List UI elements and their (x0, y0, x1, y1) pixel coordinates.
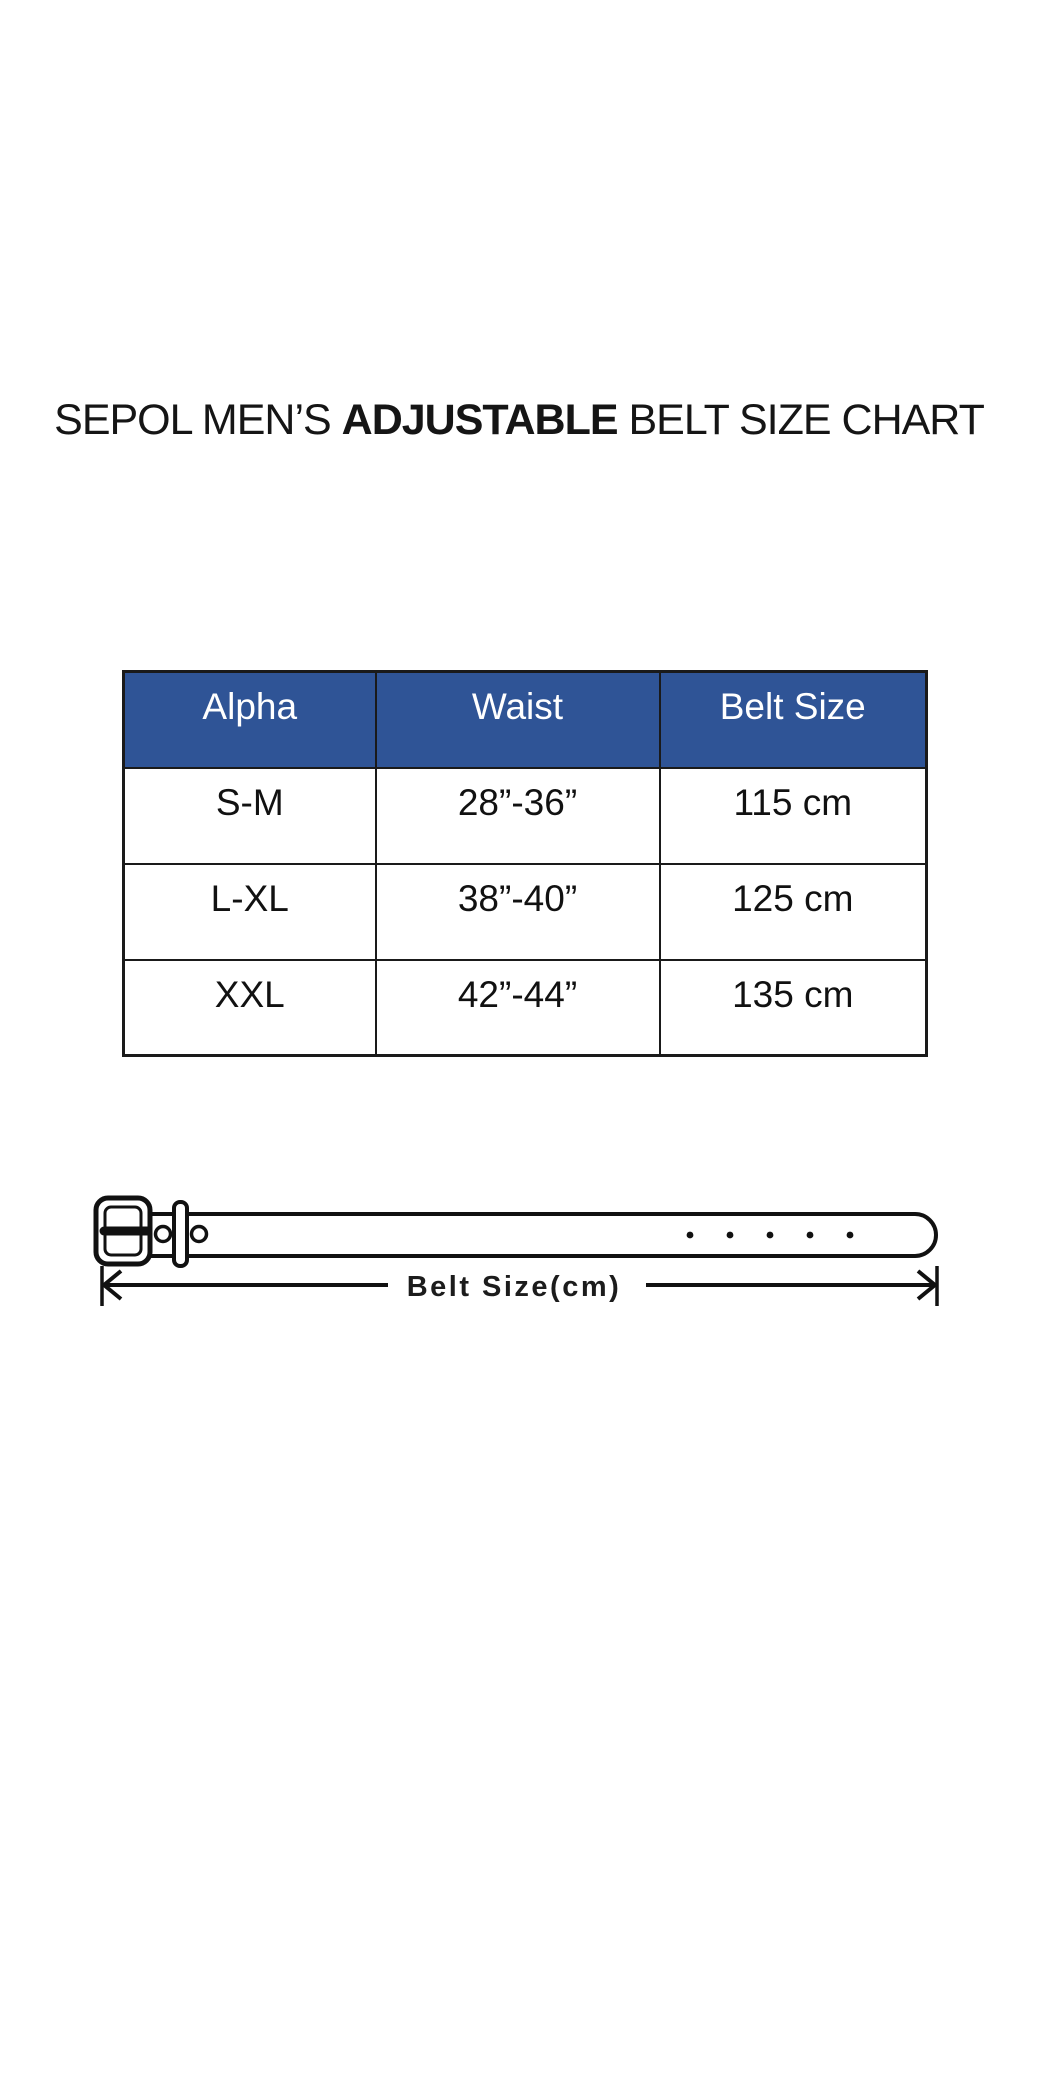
table-row (124, 960, 927, 1056)
column-header-belt-size: Belt Size (660, 672, 927, 768)
belt-keeper (174, 1202, 187, 1266)
cell-waist: 28”-36” (376, 768, 660, 864)
cell-waist: 42”-44” (376, 960, 660, 1056)
cell-belt-size: 135 cm (660, 960, 927, 1056)
cell-belt-size: 115 cm (660, 768, 927, 864)
page-title (0, 396, 1038, 445)
column-header-waist: Waist (376, 672, 660, 768)
cell-alpha: S-M (124, 768, 376, 864)
column-header-alpha: Alpha (124, 672, 376, 768)
belt-strap (120, 1214, 936, 1256)
belt-illustration (0, 1160, 1038, 1340)
page-title-emphasis: ADJUSTABLE (341, 396, 618, 444)
table-header-row (124, 672, 927, 768)
cell-belt-size: 125 cm (660, 864, 927, 960)
belt-size-label: Belt Size(cm) (406, 1271, 622, 1303)
table-row (124, 864, 927, 960)
cell-alpha: L-XL (124, 864, 376, 960)
cell-waist: 38”-40” (376, 864, 660, 960)
page-title-prefix: SEPOL MEN’S (54, 396, 342, 444)
page-title-suffix: BELT SIZE CHART (617, 396, 984, 444)
table-row (124, 768, 927, 864)
belt-buckle-icon (96, 1198, 150, 1264)
cell-alpha: XXL (124, 960, 376, 1056)
size-chart-table (122, 670, 928, 1057)
